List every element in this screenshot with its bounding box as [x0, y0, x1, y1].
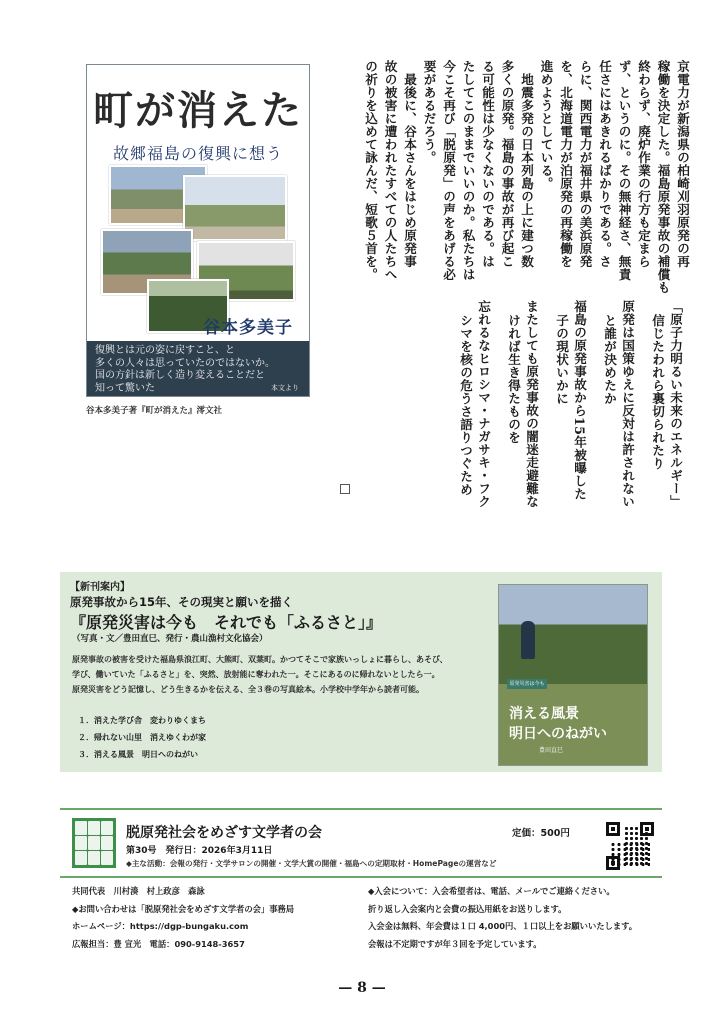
article-line: 故の被害に遭われたすべての人たちへ — [382, 60, 398, 281]
article-line: ず、というのに。その無神経さ、無責 — [616, 60, 632, 281]
cover-quote-band — [87, 341, 309, 397]
issue-info: 第30号 発行日：2026年3月11日 — [126, 846, 273, 856]
article-line: たしてこのままでいいのか。私たちは — [460, 60, 476, 281]
person-figure — [521, 621, 535, 659]
article-line: 最後に、谷本さんをはじめ原発事 — [402, 60, 417, 268]
article-line: 任さにはあきれるばかりである。さ — [597, 60, 612, 268]
contact-info — [72, 883, 294, 953]
article-line: 要があるだろう。 — [421, 60, 437, 164]
cover-author: 谷本多美子 — [203, 318, 293, 338]
article-line: らに、関西電力が福井県の美浜原発 — [577, 60, 593, 268]
cover-title: 町が消えた — [93, 87, 303, 134]
poem-line: 「原子力明るい未来のエネルギー」 — [668, 300, 683, 508]
membership-line: 入会金は無料、年会費は１口 4,000円、１口以上をお願いいたします。 — [368, 921, 638, 932]
notice-book-title: 『原発災害は今も それでも「ふるさと」』 — [70, 613, 383, 632]
article-line: る可能性は少なくないのである。は — [480, 60, 495, 268]
notice-book-cover-title: 消える風景 — [509, 706, 579, 722]
footer-divider — [60, 808, 662, 810]
notice-book-ribbon: 原発災害は今も — [507, 679, 547, 689]
notice-volume-item: １．消えた学び舎 変わりゆくまち — [78, 716, 206, 725]
poem-line: 子の現状いかに — [554, 314, 569, 405]
end-mark — [340, 484, 350, 494]
notice-book-cover — [498, 584, 648, 766]
poem-line: またしても原発事故の闇迷走避難な — [524, 300, 539, 508]
cover-photo — [183, 175, 287, 241]
cover-subtitle: 故郷福島の復興に想う — [112, 144, 283, 163]
notice-headline: 原発事故から15年、その現実と願いを描く — [70, 595, 294, 609]
notice-description — [72, 652, 492, 697]
notice-volume-list — [78, 712, 206, 763]
notice-description-line: 原発災害をどう記憶し、どう生きるかを伝える、全３巻の写真絵本。小学校中学年から読者可能。 — [72, 685, 424, 694]
contact-line: ◆お問い合わせは「脱原発社会をめざす文学者の会」事務局 — [72, 903, 295, 914]
article-line: 終わらず、廃炉作業の行方も定まら — [636, 60, 651, 268]
cover-quote-line: 知って驚いた — [95, 382, 155, 394]
membership-info — [368, 883, 637, 953]
notice-volume-item: ３．消える風景 明日へのねがい — [78, 750, 198, 759]
price: 定価：500円 — [512, 828, 570, 839]
poems-block — [456, 300, 684, 508]
notice-description-line: 原発事故の被害を受けた福島県浪江町、大熊町、双葉町。かつてそこで家族いっしょに暮らし、あそび、 — [72, 655, 448, 664]
article-line: の祈りを込めて詠んだ、短歌５首を。 — [363, 60, 378, 281]
org-name: 脱原発社会をめざす文学者の会 — [126, 825, 322, 841]
activity-info: ◆主な活動：会報の発行・文学サロンの開催・文学大賞の開催・福島への定期取材・HomePageの運営など — [126, 859, 497, 868]
homepage-link[interactable]: ホームページ：https://dgp-bungaku.com — [72, 921, 249, 932]
contact-line: 広報担当：豊 宣光 電話：090-9148-3657 — [72, 938, 245, 949]
org-logo — [72, 818, 116, 868]
page-number: — 8 — — [338, 980, 386, 996]
article-line: を、北海道電力が泊原発の再稼働を — [558, 60, 573, 268]
article-line: 稼働を決定した。福島原発事故の補償も — [655, 60, 671, 294]
article-line: 今こそ再び「脱原発」の声をあげる必 — [441, 60, 456, 281]
cover-quote-line: 復興とは元の姿に戻すこと、と — [95, 345, 235, 356]
notice-description-line: 学び、働いていた「ふるさと」を、突然、放射能に奪われた一。そこにあるのに帰れないとしたら一。 — [72, 670, 440, 679]
poem-line: 信じたわれら裏切られたり — [650, 314, 665, 470]
poem-line: と誰が決めたか — [602, 314, 617, 405]
article-line: 地震多発の日本列島の上に建つ数 — [519, 60, 534, 268]
notice-book-cover-author: 豊田直巳 — [539, 747, 564, 754]
contact-line: 共同代表 川村湊 村上政彦 森詠 — [72, 886, 205, 896]
qr-code-icon[interactable] — [606, 822, 654, 870]
poem-line: シマを核の危うさ語りつぐため — [458, 314, 473, 496]
new-book-notice — [60, 572, 662, 772]
membership-line: 会報は不定期ですが年３回を予定しています。 — [368, 938, 542, 949]
membership-line: ◆入会について：入会希望者は、電話、メールでご連絡ください。 — [368, 886, 615, 896]
poem-line: 福島の原発事故から15年被曝した — [572, 300, 587, 501]
cover-quote-line: 多くの人々は思っていたのではないか。 — [95, 357, 275, 369]
footer-divider — [60, 876, 662, 878]
cover-quote-line: 国の方針は新しく造り変えることだと — [95, 370, 265, 381]
notice-volume-item: ２．帰れない山里 消えゆくわが家 — [78, 733, 206, 742]
poem-line: 忘れるなヒロシマ・ナガサキ・フク — [476, 300, 491, 508]
cover-caption: 谷本多美子著『町が消えた』澪文社 — [86, 406, 223, 416]
poem-line: ければ生き得たものを — [506, 314, 521, 444]
article-line: 進めようとしている。 — [538, 60, 554, 190]
article-line: 多くの原発。福島の事故が再び起こ — [499, 60, 515, 268]
article-line: 京電力が新潟県の柏崎刈羽原発の再 — [675, 60, 690, 268]
book-cover — [86, 64, 310, 397]
membership-line: 折り返し入会案内と会費の振込用紙をお送りします。 — [368, 903, 567, 914]
cover-quote-source: 本文より — [271, 383, 299, 392]
notice-credit: （写真・文／豊田直巳、発行・農山漁村文化協会） — [72, 634, 268, 644]
notice-tag: 【新刊案内】 — [70, 582, 130, 593]
poem-line: 原発は国策ゆえに反対は許されない — [620, 300, 635, 508]
notice-book-cover-subtitle: 明日へのねがい — [509, 726, 607, 742]
